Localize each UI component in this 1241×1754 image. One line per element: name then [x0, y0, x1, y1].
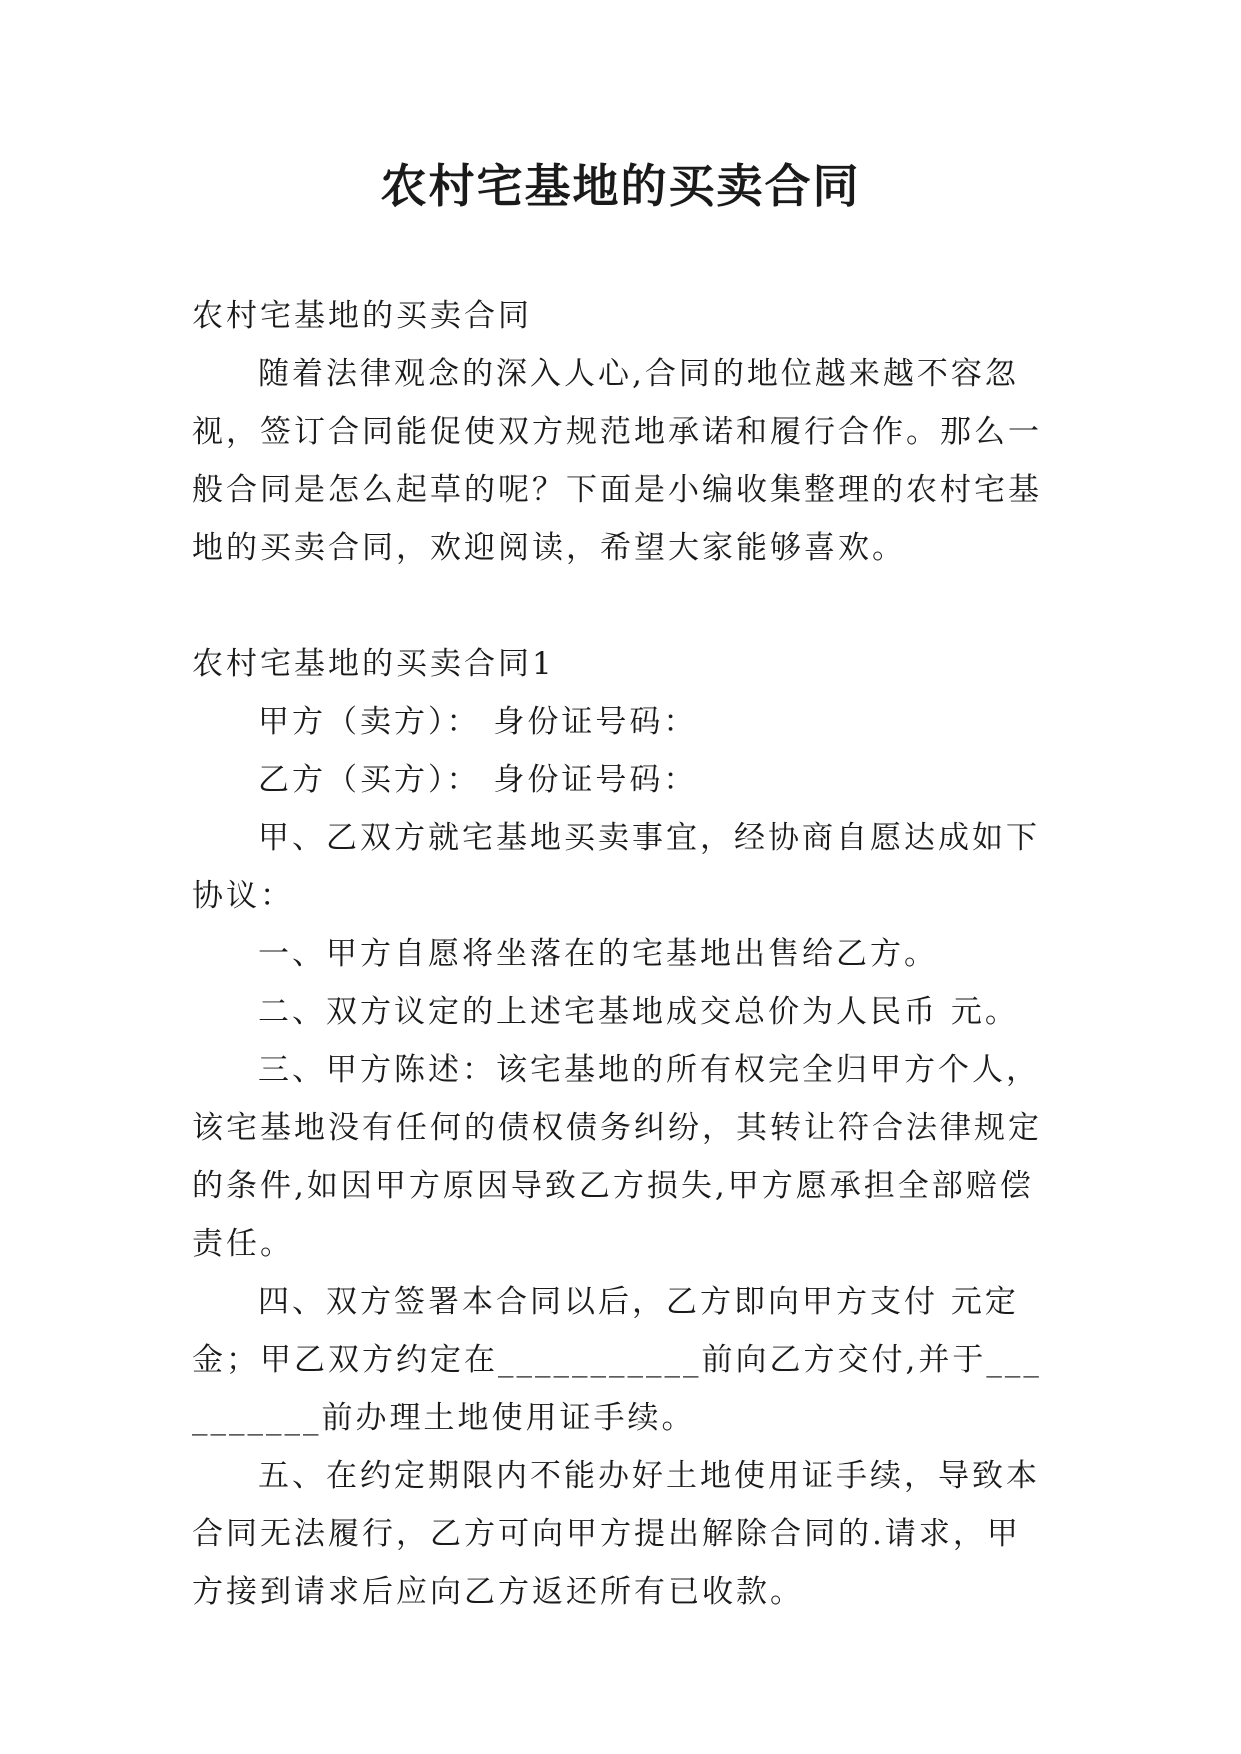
paragraph-spacer: [192, 577, 1052, 635]
clause-2: 二、双方议定的上述宅基地成交总价为人民币 元。: [258, 994, 1019, 1030]
clause-1: 一、甲方自愿将坐落在的宅基地出售给乙方。: [258, 936, 938, 972]
clause-3: 三、甲方陈述：该宅基地的所有权完全归甲方个人，该宅基地没有任何的债权债务纠纷，其转让符合法律规定的条件,如因甲方原因导致乙方损失,甲方愿承担全部赔偿责任。: [192, 1052, 1042, 1262]
clause-4: 四、双方签署本合同以后，乙方即向甲方支付 元定金；甲乙双方约定在___________前向乙方交付,并于__________前办理土地使用证手续。: [192, 1284, 1042, 1436]
section-heading: 农村宅基地的买卖合同1: [192, 646, 555, 682]
document-subtitle: 农村宅基地的买卖合同: [192, 298, 532, 334]
party-a-line: 甲方（卖方）： 身份证号码：: [258, 704, 698, 740]
document-title: 农村宅基地的买卖合同: [380, 159, 861, 213]
preamble-paragraph: 甲、乙双方就宅基地买卖事宜，经协商自愿达成如下协议：: [192, 820, 1040, 914]
party-b-line: 乙方（买方）： 身份证号码：: [258, 762, 698, 798]
intro-paragraph: 随着法律观念的深入人心,合同的地位越来越不容忽视，签订合同能促使双方规范地承诺和履行合作。那么一般合同是怎么起草的呢？下面是小编收集整理的农村宅基地的买卖合同，欢迎阅读，希望大家能够喜欢。: [192, 356, 1042, 566]
document-body: [192, 287, 1052, 1621]
clause-5: 五、在约定期限内不能办好土地使用证手续，导致本合同无法履行，乙方可向甲方提出解除合同的.请求，甲方接到请求后应向乙方返还所有已收款。: [192, 1458, 1040, 1610]
